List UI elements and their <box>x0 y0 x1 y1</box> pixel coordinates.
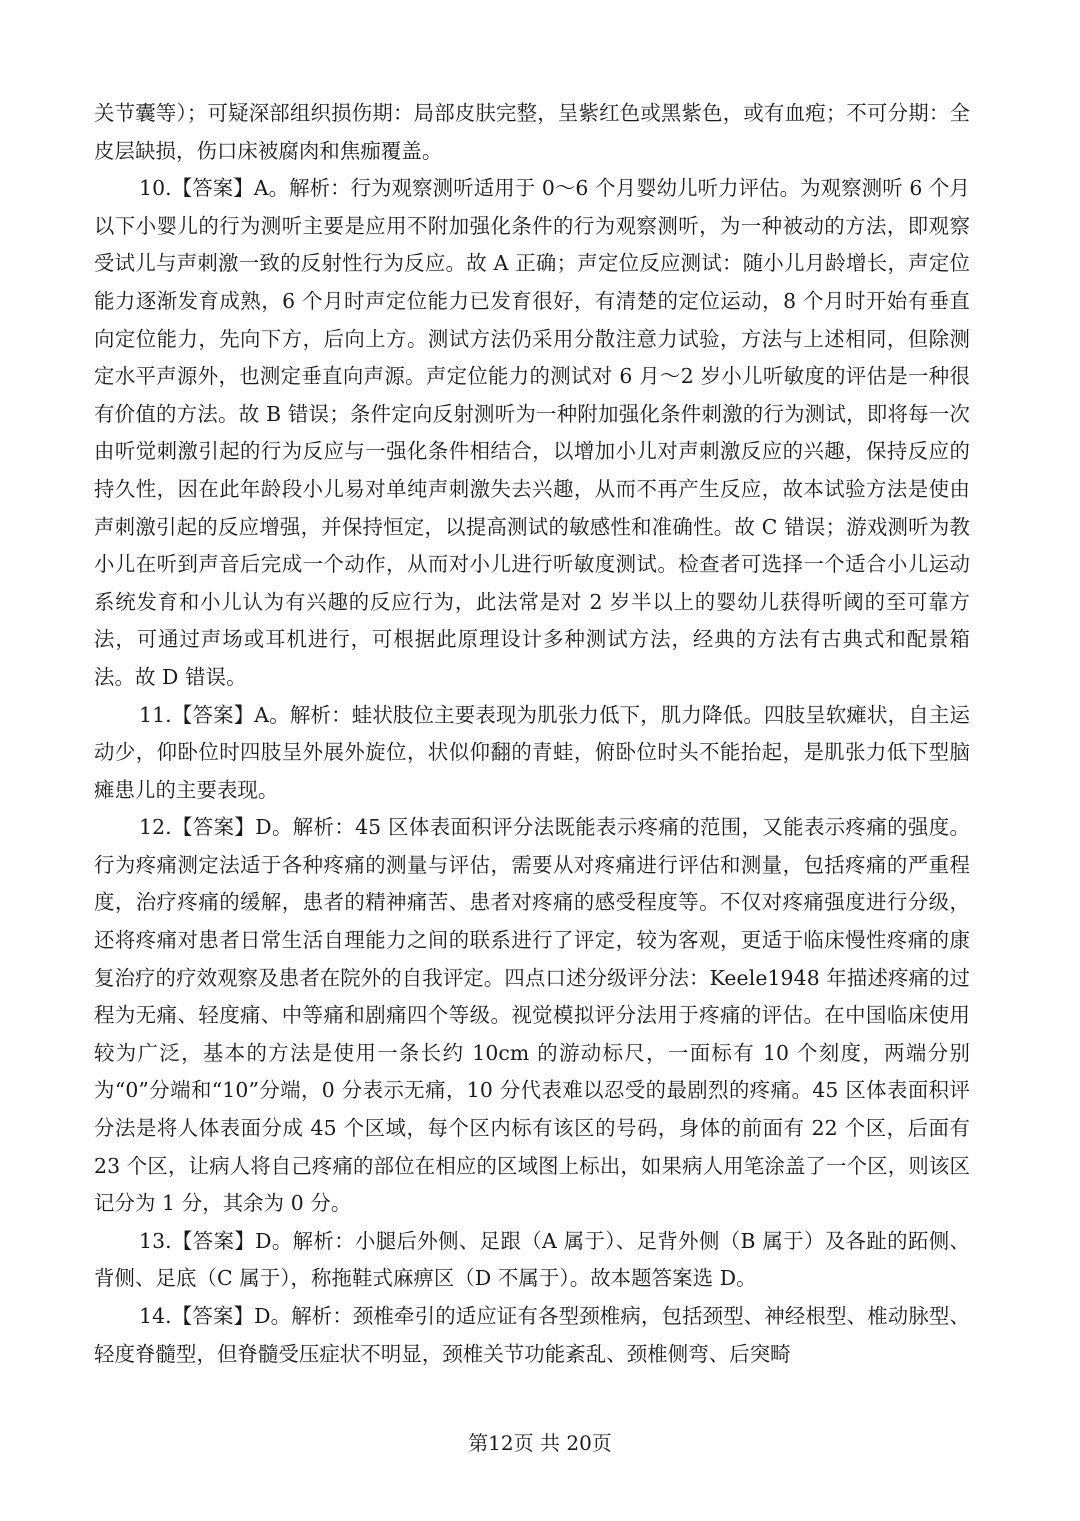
paragraph-continuation: 关节囊等）；可疑深部组织损伤期：局部皮肤完整，呈紫红色或黑紫色，或有血疱；不可分期：全皮层缺损，伤口床被腐肉和焦痂覆盖。 <box>94 101 970 163</box>
answer-11: 11.【答案】A。解析：蛙状肢位主要表现为肌张力低下，肌力降低。四肢呈软瘫状，自主运动少，仰卧位时四肢呈外展外旋位，状似仰翻的青蛙，俯卧位时头不能抬起，是肌张力低下型脑瘫患儿的主要表现。 <box>94 702 970 802</box>
page-footer: 第12页 共 20页 <box>468 1431 612 1455</box>
document-page <box>94 95 970 1373</box>
answer-12: 12.【答案】D。解析：45 区体表面积评分法既能表示疼痛的范围，又能表示疼痛的强度。行为疼痛测定法适于各种疼痛的测量与评估，需要从对疼痛进行评估和测量，包括疼痛的严重程度，治疗疼痛的缓解，患者的精神痛苦、患者对疼痛的感受程度等。不仅对疼痛强度进行分级，还将疼痛对患者日常生活自理能力之间的联系进行了评定，较为客观，更适于临床慢性疼痛的康复治疗的疗效观察及患者在院外的自我评定。四点口述分级评分法：Keele1948 年描述疼痛的过程为无痛、轻度痛、中等痛和剧痛四个等级。视觉模拟评分法用于疼痛的评估。在中国临床使用较为广泛，基本的方法是使用一条长约 10cm 的游动标尺，一面标有 10 个刻度，两端分别为“0”分端和“10”分端，0 分表示无痛，10 分代表难以忍受的最剧烈的疼痛。45 区体表面积评分法是将人体表面分成 45 个区域，每个区内标有该区的号码，身体的前面有 22 个区，后面有 23 个区，让病人将自己疼痛的部位在相应的区域图上标出，如果病人用笔涂盖了一个区，则该区记分为 1 分，其余为 0 分。 <box>94 815 970 1216</box>
answer-14: 14.【答案】D。解析：颈椎牵引的适应证有各型颈椎病，包括颈型、神经根型、椎动脉型、轻度脊髓型，但脊髓受压症状不明显，颈椎关节功能紊乱、颈椎侧弯、后突畸 <box>94 1304 970 1366</box>
answer-13: 13.【答案】D。解析：小腿后外侧、足跟（A 属于）、足背外侧（B 属于）及各趾的跖侧、背侧、足底（C 属于），称拖鞋式麻痹区（D 不属于）。故本题答案选 D。 <box>94 1228 970 1291</box>
answer-10: 10.【答案】A。解析：行为观察测听适用于 0～6 个月婴幼儿听力评估。为观察测听 6 个月以下小婴儿的行为测听主要是应用不附加强化条件的行为观察测听，为一种被动的方法，即观察受试儿与声刺激一致的反射性行为反应。故 A 正确；声定位反应测试：随小儿月龄增长，声定位能力逐渐发育成熟，6 个月时声定位能力已发育很好，有清楚的定位运动，8 个月时开始有垂直向定位能力，先向下方，后向上方。测试方法仍采用分散注意力试验，方法与上述相同，但除测定水平声源外，也测定垂直向声源。声定位能力的测试对 6 月～2 岁小儿听敏度的评估是一种很有价值的方法。故 B 错误；条件定向反射测听为一种附加强化条件刺激的行为测试，即将每一次由听觉刺激引起的行为反应与一强化条件相结合，以增加小儿对声刺激反应的兴趣，保持反应的持久性，因在此年龄段小儿易对单纯声刺激失去兴趣，从而不再产生反应，故本试验方法是使由声刺激引起的反应增强，并保持恒定，以提高测试的敏感性和准确性。故 C 错误；游戏测听为教小儿在听到声音后完成一个动作，从而对小儿进行听敏度测试。检查者可选择一个适合小儿运动系统发育和小儿认为有兴趣的反应行为，此法常是对 2 岁半以上的婴幼儿获得听阈的至可靠方法，可通过声场或耳机进行，可根据此原理设计多种测试方法，经典的方法有古典式和配景箱法。故 D 错误。 <box>94 176 970 689</box>
